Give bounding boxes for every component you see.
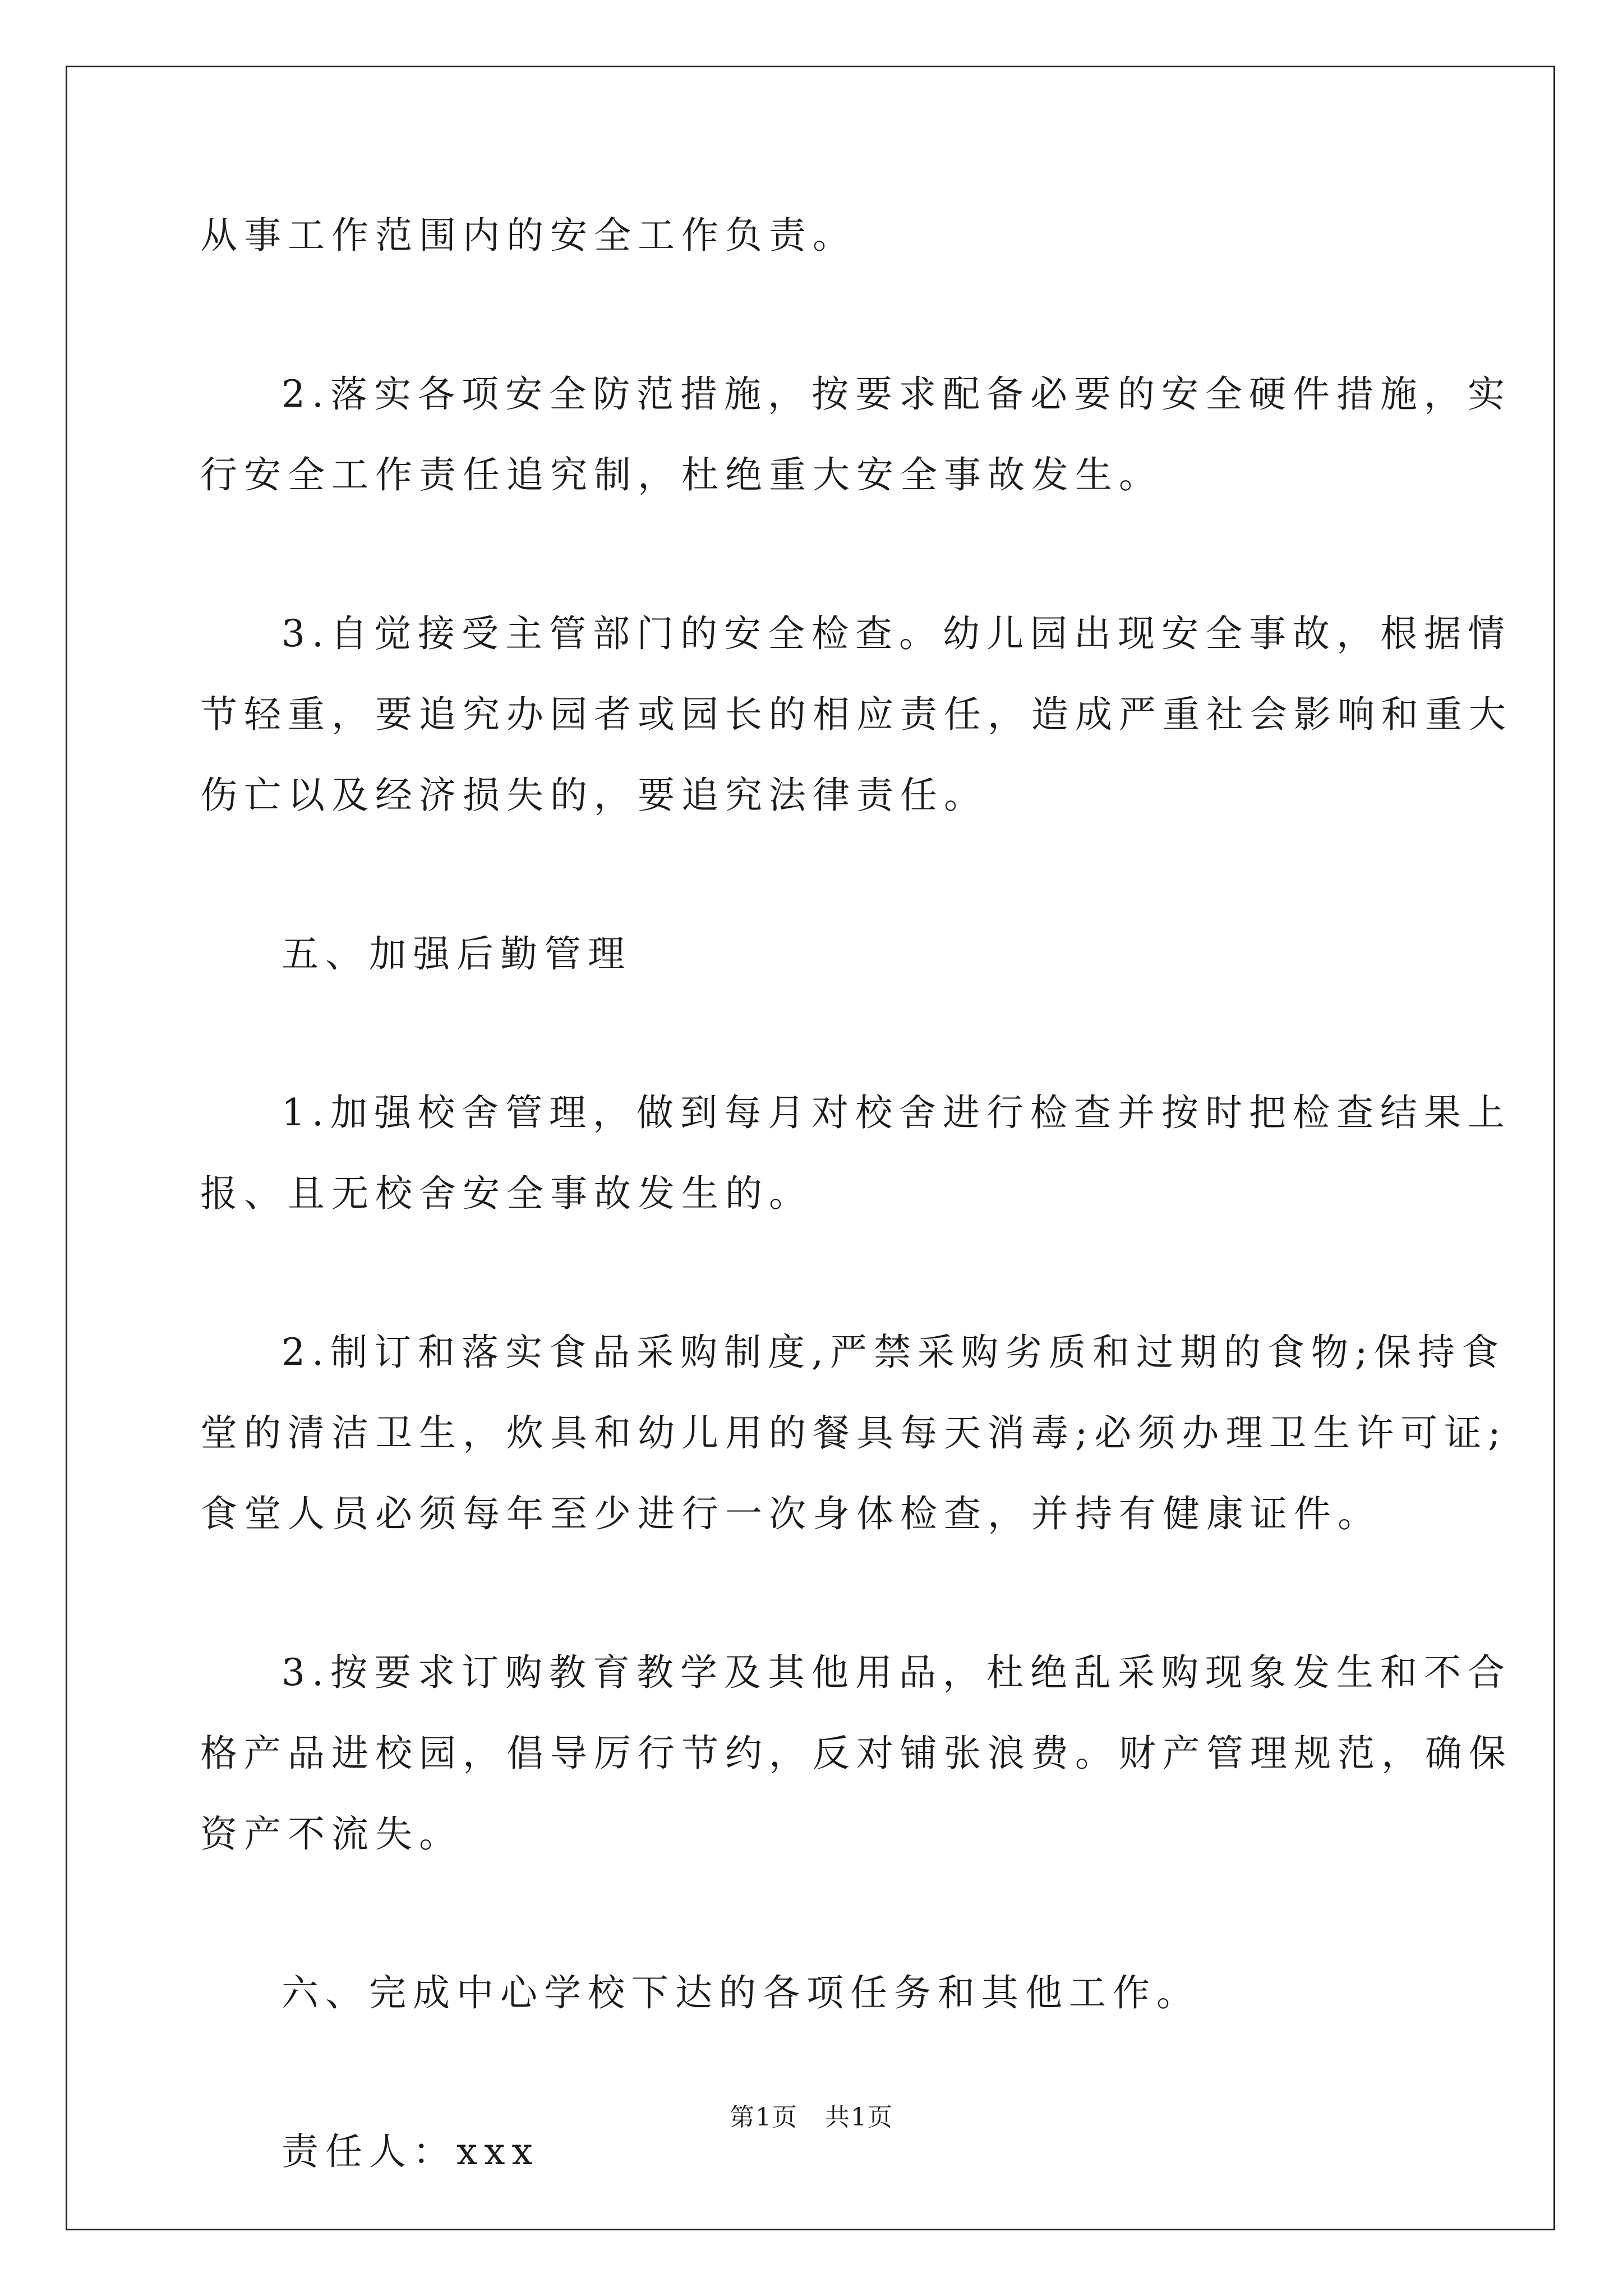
text-line: 2.制订和落实食品采购制度,严禁采购劣质和过期的食物;保持食	[282, 1331, 1506, 1374]
paragraph-gap	[200, 1887, 1434, 1965]
text-line: 行安全工作责任追究制，杜绝重大安全事故发生。	[200, 453, 1163, 496]
paragraph-gap	[200, 1007, 1434, 1085]
text-line: 食堂人员必须每年至少进行一次身体检查，并持有健康证件。	[200, 1492, 1381, 1535]
page-number-footer: 第1页 共1页	[730, 2103, 893, 2132]
text-line: 报、且无校舍安全事故发生的。	[200, 1172, 813, 1215]
text-line: 2.落实各项安全防范措施，按要求配备必要的安全硬件措施，实	[282, 372, 1511, 416]
document-body	[200, 208, 1513, 2205]
text-line: 1.加强校舍管理，做到每月对校舍进行检查并按时把检查结果上	[282, 1091, 1511, 1134]
text-line: 六、完成中心学校下达的各项任务和其他工作。	[282, 1971, 1200, 2014]
text-line: 格产品进校园，倡导厉行节约，反对铺张浪费。财产管理规范，确保	[200, 1732, 1513, 1775]
paragraph-gap	[200, 1246, 1434, 1324]
text-line: 3.自觉接受主管部门的安全检查。幼儿园出现安全事故，根据情	[282, 612, 1511, 655]
text-line: 伤亡以及经济损失的，要追究法律责任。	[200, 774, 988, 817]
paragraph-gap	[200, 848, 1434, 926]
text-line: 责任人：xxx	[282, 2130, 540, 2173]
text-line: 节轻重，要追究办园者或园长的相应责任，造成严重社会影响和重大	[200, 693, 1513, 736]
paragraph-gap	[200, 528, 1434, 606]
text-line: 堂的清洁卫生，炊具和幼儿用的餐具每天消毒;必须办理卫生许可证;	[200, 1411, 1507, 1455]
paragraph-gap	[200, 288, 1434, 366]
paragraph-gap	[200, 1567, 1434, 1645]
text-line: 从事工作范围内的安全工作负责。	[200, 214, 856, 257]
text-line: 资产不流失。	[200, 1812, 463, 1856]
text-line: 3.按要求订购教育教学及其他用品，杜绝乱采购现象发生和不合	[282, 1651, 1511, 1694]
text-line: 五、加强后勤管理	[282, 932, 631, 976]
